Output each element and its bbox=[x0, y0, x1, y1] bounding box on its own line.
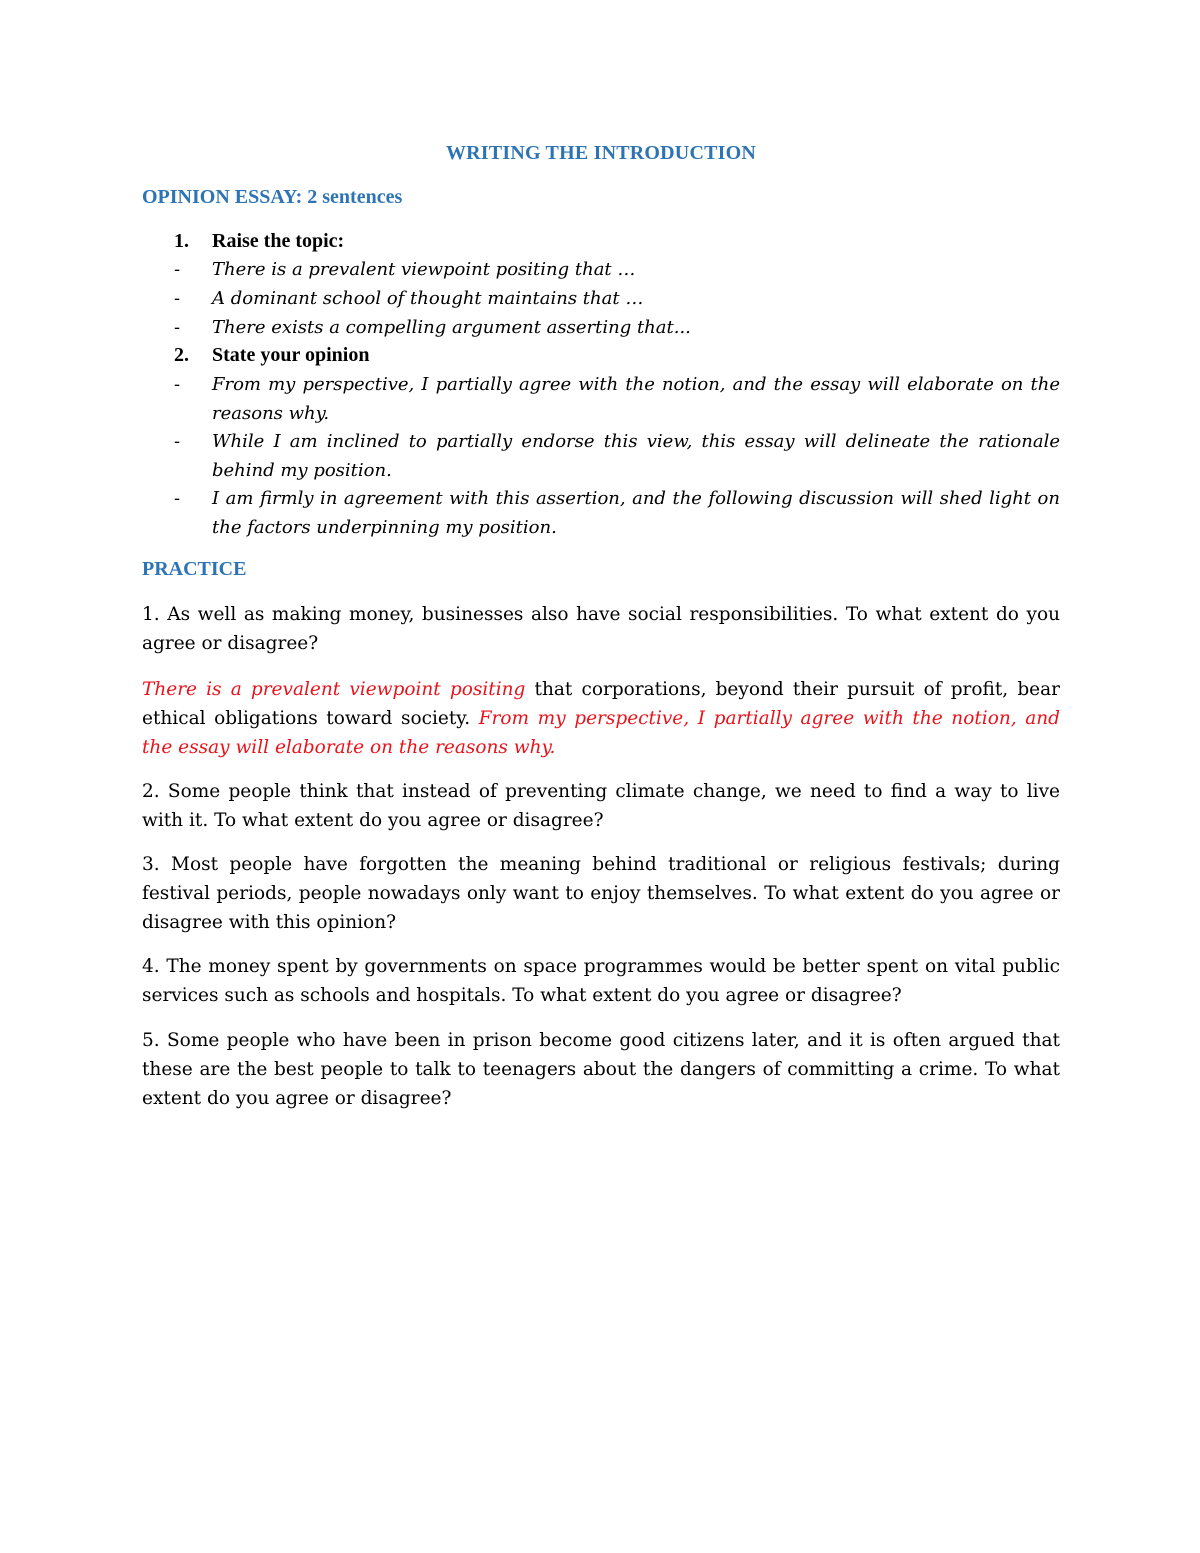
section-heading-practice: PRACTICE bbox=[142, 558, 247, 580]
step-2-number: 2. bbox=[174, 344, 189, 366]
step-1-number: 1. bbox=[174, 230, 189, 252]
answer-highlight-raise-topic: There is a prevalent viewpoint positing bbox=[142, 679, 526, 700]
answer-body: that corporations, beyond their pursuit of profit, bear ethical obligations toward society. bbox=[142, 679, 1060, 729]
page-title: WRITING THE INTRODUCTION bbox=[445, 142, 757, 164]
list-item-text: There exists a compelling argument asserting that... bbox=[212, 317, 691, 338]
practice-question-2: 2. Some people think that instead of preventing climate change, we need to find a way to live with it. To what extent do you agree or disagree? bbox=[142, 781, 1060, 831]
list-item bbox=[174, 371, 1060, 428]
step-2-label: State your opinion bbox=[212, 344, 370, 366]
list-item bbox=[174, 428, 1060, 485]
list-item-text: While I am inclined to partially endorse this view, this essay will delineate the rationale behind my position. bbox=[212, 431, 1060, 481]
bullet-marker: - bbox=[174, 259, 181, 280]
list-item-text: From my perspective, I partially agree with the notion, and the essay will elaborate on the reasons why. bbox=[212, 374, 1060, 424]
practice-question-5: 5. Some people who have been in prison become good citizens later, and it is often argued that these are the best people to talk to teenagers about the dangers of committing a crime. To what extent do you agree or disagree? bbox=[142, 1030, 1060, 1109]
practice-question-3: 3. Most people have forgotten the meaning behind traditional or religious festivals; during festival periods, people nowadays only want to enjoy themselves. To what extent do you agree or disagree with this opinion? bbox=[142, 854, 1060, 933]
section-heading-opinion-essay: OPINION ESSAY: 2 sentences bbox=[142, 186, 403, 208]
bullet-marker: - bbox=[174, 288, 181, 309]
list-item-text: I am firmly in agreement with this assertion, and the following discussion will shed light on the factors underpinning my position. bbox=[212, 488, 1060, 538]
bullet-marker: - bbox=[174, 488, 181, 509]
practice-question-4: 4. The money spent by governments on space programmes would be better spent on vital public services such as schools and hospitals. To what extent do you agree or disagree? bbox=[142, 956, 1060, 1006]
list-item-text: A dominant school of thought maintains that … bbox=[212, 288, 644, 309]
bullet-marker: - bbox=[174, 431, 181, 452]
step-1-heading bbox=[174, 230, 344, 253]
list-item bbox=[174, 485, 1060, 542]
step-1-label: Raise the topic: bbox=[212, 230, 345, 252]
step-2-heading bbox=[174, 344, 369, 367]
list-item-text: There is a prevalent viewpoint positing that … bbox=[212, 259, 636, 280]
practice-answer-1 bbox=[142, 675, 1060, 762]
list-item bbox=[174, 256, 1060, 285]
answer-highlight-opinion: From my perspective, I partially agree with the notion, and the essay will elaborate on the reasons why. bbox=[142, 708, 1061, 758]
list-item bbox=[174, 285, 1060, 314]
list-item bbox=[174, 314, 1060, 343]
practice-question-1: 1. As well as making money, businesses also have social responsibilities. To what extent do you agree or disagree? bbox=[142, 604, 1060, 654]
bullet-marker: - bbox=[174, 374, 181, 395]
bullet-marker: - bbox=[174, 317, 181, 338]
